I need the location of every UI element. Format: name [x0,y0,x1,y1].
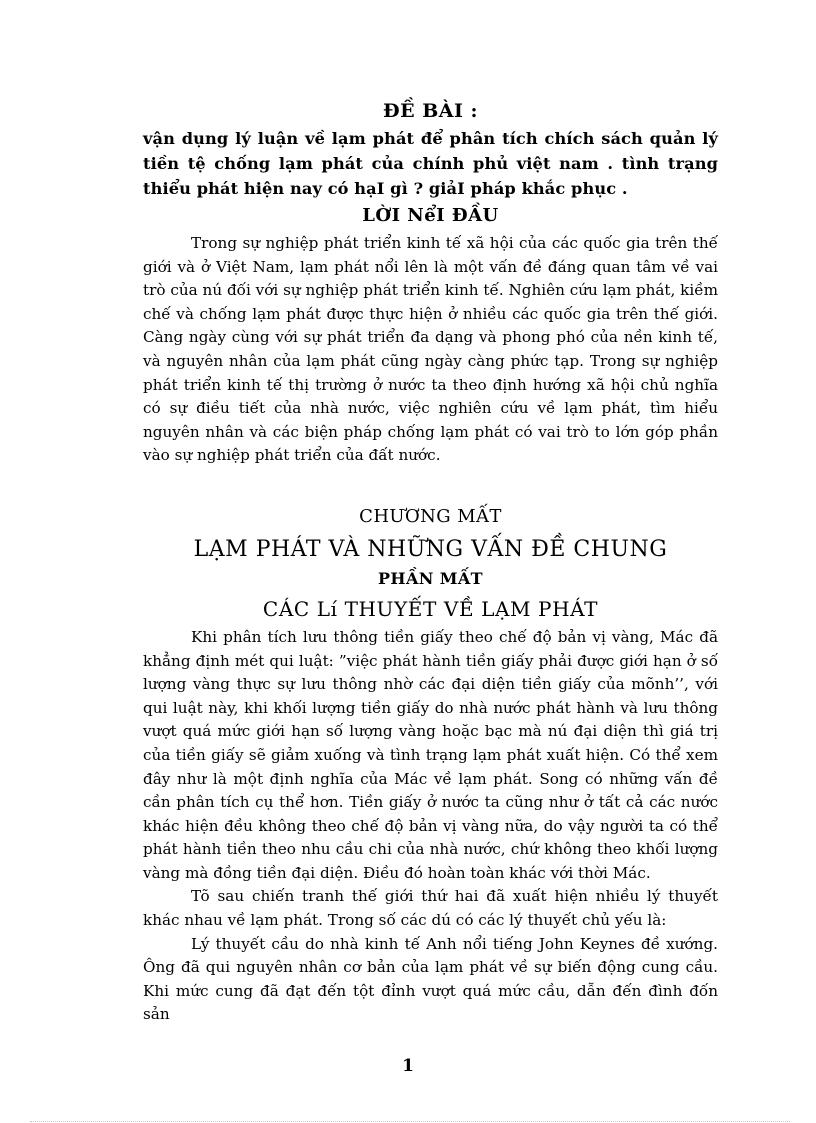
page-content [143,98,718,1027]
preface-paragraph: Trong sự nghiệp phát triển kinh tế xã hội của các quốc gia trên thế giới và ở Việt Nam, lạm phát nổi lên là một vấn đề đáng quan tâm về vai trò của nú đối với sự nghiệp phát triển kinh tế. Nghiên cứu lạm phát, kiềm chế và chống lạm phát được thực hiện ở nhiều các quốc gia trên thế giới. Càng ngày cùng với sự phát triển đa dạng và phong phó của nền kinh tế, và nguyên nhân của lạm phát cũng ngày càng phức tạp. Trong sự nghiệp phát triển kinh tế thị trường ở nước ta theo định hướng xã hội chủ nghĩa có sự điều tiết của nhà nước, việc nghiên cứu về lạm phát, tìm hiểu nguyên nhân và các biện pháp chống lạm phát có vai trò to lớn góp phần vào sự nghiệp phát triển của đất nước. [143,234,718,465]
assignment-topic: vận dụng lý luận về lạm phát để phân tích chích sách quản lý tiền tệ chống lạm phát của chính phủ việt nam . tình trạng thiểu phát hiện nay có hạI gì ? giảI pháp khắc phục . [143,129,718,198]
page-bottom-divider [30,1121,790,1122]
body-paragraph: Khi phân tích lưu thông tiền giấy theo chế độ bản vị vàng, Mác đã khẳng định mét qui luật: ”việc phát hành tiền giấy phải được giới hạn ở số lượng vàng thực sự lưu thông nhờ các đại diện tiền giấy của mõnh’’, với qui luật này, khi khối lượng tiền giấy do nhà nước phát hành và lưu thông vượt quá mức giới hạn số lượng vàng hoặc bạc mà nú đại diện thì giá trị của tiền giấy sẽ giảm xuống và tình trạng lạm phát xuất hiện. Có thể xem đây như là một định nghĩa của Mác về lạm phát. Song có những vấn đề cần phân tích cụ thể hơn. Tiền giấy ở nước ta cũng như ở tất cả các nước khác hiện đều không theo chế độ bản vị vàng nữa, do vậy người ta có thể phát hành tiền theo nhu cầu chi của nhà nước, chứ không theo khối lượng vàng mà đồng tiền đại diện. Điều đó hoàn toàn khác với thời Mác. [143,627,718,882]
page-number: 1 [402,1056,414,1076]
part-label: PHẦN MẤT [378,568,483,588]
preface-heading: LỜI NểI ĐẦU [362,205,499,226]
assignment-heading: ĐỀ BÀI : [382,100,479,122]
chapter-label: CHƯƠNG MẤT [359,505,502,527]
part-title: CÁC Lí THUYẾT VỀ LẠM PHÁT [262,596,599,621]
chapter-title: LẠM PHÁT VÀ NHỮNG VẤN ĐỀ CHUNG [193,536,668,562]
body-paragraph: Lý thuyết cầu do nhà kinh tế Anh nổi tiếng John Keynes đề xướng. Ông đã qui nguyên nhân cơ bản của lạm phát về sự biến động cung cầu. Khi mức cung đã đạt đến tột đỉnh vượt quá mức cầu, dẫn đến đình đốn sản [143,934,718,1024]
body-paragraph: Tõ sau chiến tranh thế giới thứ hai đã xuất hiện nhiều lý thuyết khác nhau về lạm phát. Trong số các dú có các lý thuyết chủ yếu là: [143,887,718,930]
